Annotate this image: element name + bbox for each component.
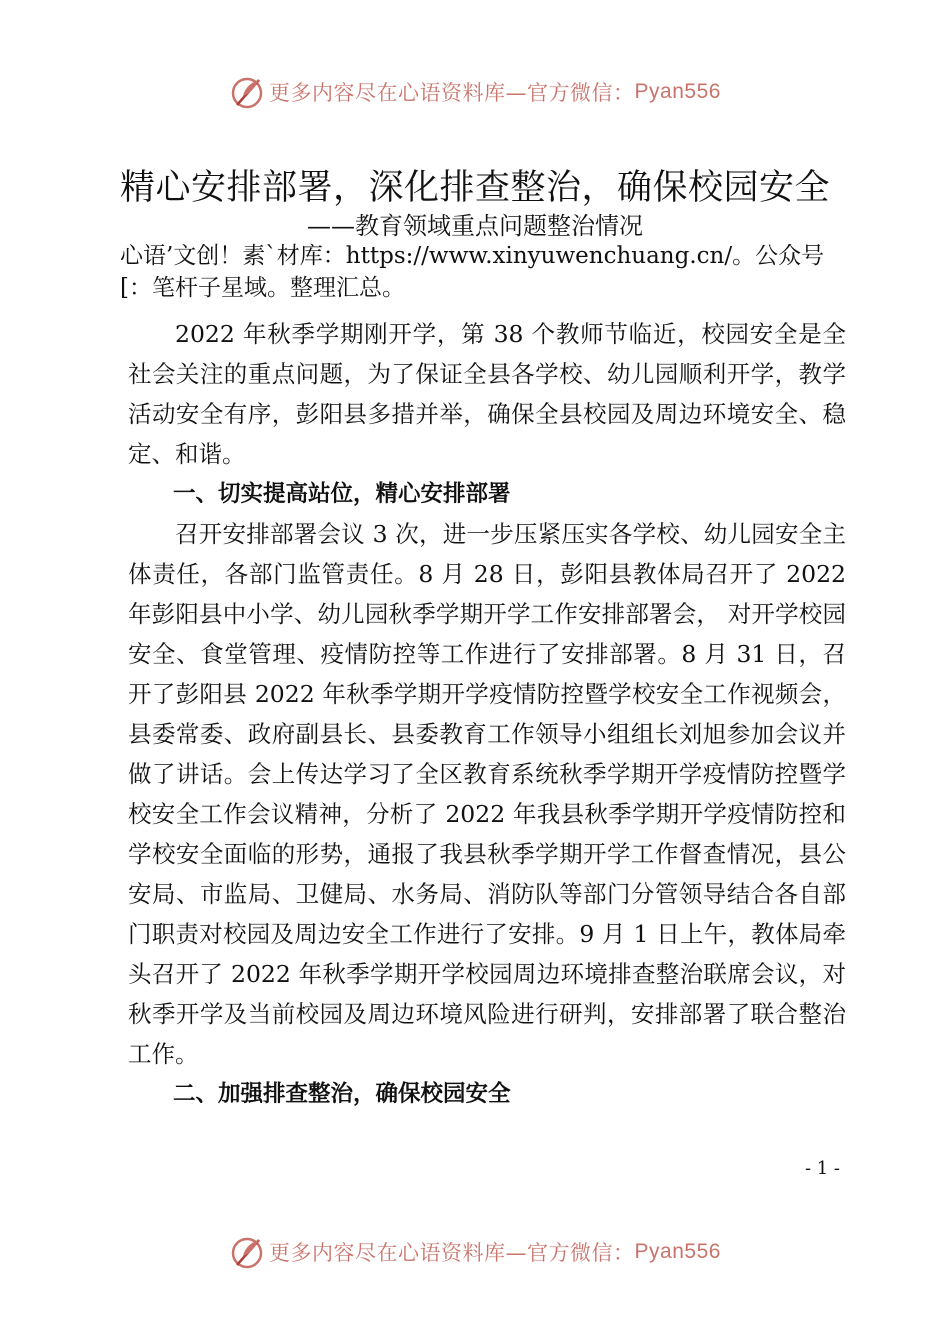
page-number: - 1 - [804,1158,840,1179]
section-heading-2: 二、加强排查整治，确保校园安全 [173,1081,511,1107]
watermark-text: 更多内容尽在心语资料库—官方微信： [269,1241,635,1265]
document-title: 精心安排部署，深化排查整治，确保校园安全 [119,168,830,208]
footer-watermark [0,1232,950,1272]
watermark-text: 更多内容尽在心语资料库—官方微信： [269,81,635,105]
source-line: 心语’文创！素`材库：https://www.xinyuwenchuang.cn/。公众号[：笔杆子星域。整理汇总。 [120,243,825,301]
watermark-wechat-id: Pyan556 [634,1240,721,1263]
quill-logo-icon [229,74,265,110]
intro-paragraph: 2022 年秋季学期刚开学，第 38 个教师节临近，校园安全是全社会关注的重点问题，为了保证全县各学校、幼儿园顺利开学，教学活动安全有序，彭阳县多措并举，确保全县校园及周边环境安全、稳定、和谐。 [128,320,846,468]
watermark-wechat-id: Pyan556 [634,80,721,103]
section-1-paragraph: 召开安排部署会议 3 次，进一步压紧压实各学校、幼儿园安全主体责任，各部门监管责任。8 月 28 日，彭阳县教体局召开了 2022 年彭阳县中小学、幼儿园秋季学期开学工作安排部署会， 对开学校园安全、食堂管理、疫情防控等工作进行了安排部署。8 月 31 日，召开了彭阳县 2022 年秋季学期开学疫情防控暨学校安全工作视频会，县委常委、政府副县长、县委教育工作领导小组组长刘旭参加会议并做了讲话。会上传达学习了全区教育系统秋季学期开学疫情防控暨学校安全工作会议精神，分析了 2022 年我县秋季学期开学疫情防控和学校安全面临的形势，通报了我县秋季学期开学工作督查情况，县公安局、市监局、卫健局、水务局、消防队等部门分管领导结合各自部门职责对校园及周边安全工作进行了安排。9 月 1 日上午，教体局牵头召开了 2022 年秋季学期开学校园周边环境排查整治联席会议，对秋季开学及当前校园及周边环境风险进行研判，安排部署了联合整治工作。 [128,520,846,1068]
document-body [128,314,846,1114]
document-subtitle: ——教育领域重点问题整治情况 [307,212,643,240]
header-watermark [0,72,950,112]
section-heading-1: 一、切实提高站位，精心安排部署 [173,481,511,507]
quill-logo-icon [229,1234,265,1270]
